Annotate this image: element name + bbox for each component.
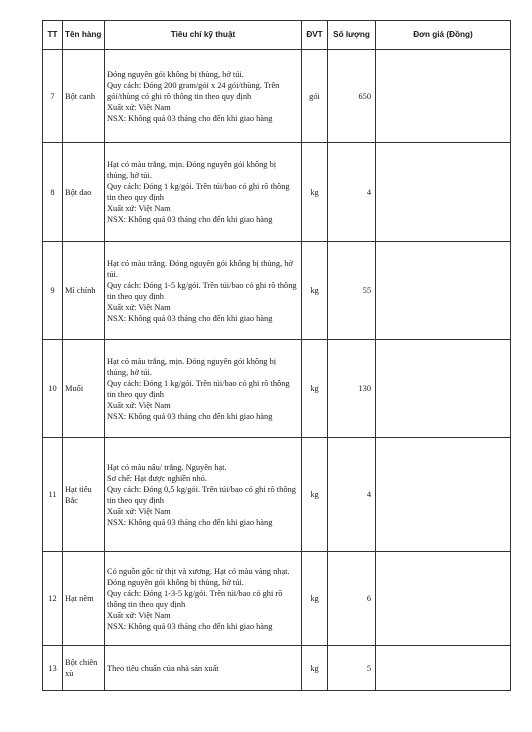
item-unit: kg — [302, 143, 328, 242]
item-name: Bột chiên xù — [63, 646, 105, 691]
spec-line: Quy cách: Đóng 1-3-5 kg/gói. Trên túi/bao có ghi rõ thông tin theo quy định — [107, 588, 283, 609]
table-header-row — [43, 21, 511, 50]
row-number: 8 — [43, 143, 63, 242]
row-number: 7 — [43, 50, 63, 143]
item-spec — [105, 143, 302, 242]
item-spec — [105, 50, 302, 143]
table-row — [43, 143, 511, 242]
row-number: 10 — [43, 340, 63, 438]
item-price — [376, 438, 511, 552]
spec-line: Quy cách: Đóng 1 kg/gói. Trên túi/bao có ghi rõ thông tin theo quy định — [107, 378, 290, 399]
spec-line: NSX: Không quá 03 tháng cho đến khi giao hàng — [107, 113, 273, 123]
item-name: Bột canh — [63, 50, 105, 143]
item-unit: kg — [302, 552, 328, 646]
item-quantity: 4 — [328, 438, 376, 552]
item-price — [376, 143, 511, 242]
item-quantity: 55 — [328, 242, 376, 340]
row-number: 9 — [43, 242, 63, 340]
item-spec — [105, 242, 302, 340]
table-row — [43, 242, 511, 340]
spec-line: Quy cách: Đóng 1 kg/gói. Trên túi/bao có ghi rõ thông tin theo quy định — [107, 182, 290, 202]
spec-line: Hạt có màu trắng. Đóng nguyên gói không bị thủng, hở túi. — [107, 258, 293, 279]
header-qty: Số lượng — [328, 21, 376, 50]
header-name: Tên hàng — [63, 21, 105, 50]
item-price — [376, 50, 511, 143]
spec-line: Xuất xứ: Việt Nam — [107, 506, 171, 516]
item-spec — [105, 552, 302, 646]
spec-line: NSX: Không quá 03 tháng cho đến khi giao hàng — [107, 517, 273, 527]
spec-line: NSX: Không quá 03 tháng cho đến khi giao hàng — [107, 215, 273, 224]
item-name: Hạt tiêu Bắc — [63, 438, 105, 552]
spec-line: Hạt có màu nâu/ trắng. Nguyên hạt. — [107, 462, 227, 472]
item-unit: kg — [302, 242, 328, 340]
item-price — [376, 646, 511, 691]
spec-line: Sơ chế: Hạt được nghiền nhỏ. — [107, 473, 207, 483]
spec-line: Xuất xứ: Việt Nam — [107, 204, 171, 213]
item-name: Bột dao — [63, 143, 105, 242]
item-spec — [105, 438, 302, 552]
item-quantity: 5 — [328, 646, 376, 691]
item-unit: gói — [302, 50, 328, 143]
row-number: 13 — [43, 646, 63, 691]
item-name: Hạt nêm — [63, 552, 105, 646]
item-quantity: 650 — [328, 50, 376, 143]
spec-line: Xuất xứ: Việt Nam — [107, 610, 171, 620]
item-quantity: 6 — [328, 552, 376, 646]
table-row — [43, 50, 511, 143]
spec-line: Quy cách: Đóng 0,5 kg/gói. Trên túi/bao có ghi rõ thông tin theo quy định — [107, 484, 296, 505]
table-row — [43, 646, 511, 691]
spec-line: Đóng nguyên gói không bị thủng, hở túi. — [107, 577, 244, 587]
product-spec-table — [42, 20, 511, 691]
spec-line: Quy cách: Đóng 200 gram/gói x 24 gói/thùng. Trên gói/thùng có ghi rõ thông tin theo quy định — [107, 80, 280, 101]
spec-line: NSX: Không quá 03 tháng cho đến khi giao hàng — [107, 411, 273, 421]
row-number: 11 — [43, 438, 63, 552]
spec-line: Đóng nguyên gói không bị thủng, hở túi. — [107, 69, 244, 79]
spec-line: NSX: Không quá 03 tháng cho đến khi giao hàng — [107, 313, 273, 323]
item-spec — [105, 646, 302, 691]
header-tt: TT — [43, 21, 63, 50]
table-row — [43, 438, 511, 552]
spec-line: Có nguồn gốc từ thịt và xương. Hạt có màu vàng nhạt. — [107, 566, 290, 576]
item-price — [376, 552, 511, 646]
spec-line: Hạt có màu trắng, mịn. Đóng nguyên gói không bị thủng, hở túi. — [107, 356, 277, 377]
item-name: Muối — [63, 340, 105, 438]
item-unit: kg — [302, 340, 328, 438]
spec-line: Hạt có màu trắng, mịn. Đóng nguyên gói không bị thủng, hở túi. — [107, 160, 277, 180]
item-quantity: 4 — [328, 143, 376, 242]
item-spec — [105, 340, 302, 438]
spec-line: NSX: Không quá 03 tháng cho đến khi giao hàng — [107, 621, 273, 631]
header-spec: Tiêu chí kỹ thuật — [105, 21, 302, 50]
table-row — [43, 340, 511, 438]
spec-line: Quy cách: Đóng 1-5 kg/gói. Trên túi/bao có ghi rõ thông tin theo quy định — [107, 280, 297, 301]
spec-line: Xuất xứ: Việt Nam — [107, 302, 171, 312]
item-quantity: 130 — [328, 340, 376, 438]
header-price: Đơn giá (Đồng) — [376, 21, 511, 50]
spec-line: Xuất xứ: Việt Nam — [107, 102, 171, 112]
item-unit: kg — [302, 438, 328, 552]
row-number: 12 — [43, 552, 63, 646]
spec-line: Theo tiêu chuẩn của nhà sản xuất — [107, 663, 219, 673]
item-unit: kg — [302, 646, 328, 691]
item-price — [376, 340, 511, 438]
header-unit: ĐVT — [302, 21, 328, 50]
item-name: Mì chính — [63, 242, 105, 340]
spec-line: Xuất xứ: Việt Nam — [107, 400, 171, 410]
table-row — [43, 552, 511, 646]
item-price — [376, 242, 511, 340]
